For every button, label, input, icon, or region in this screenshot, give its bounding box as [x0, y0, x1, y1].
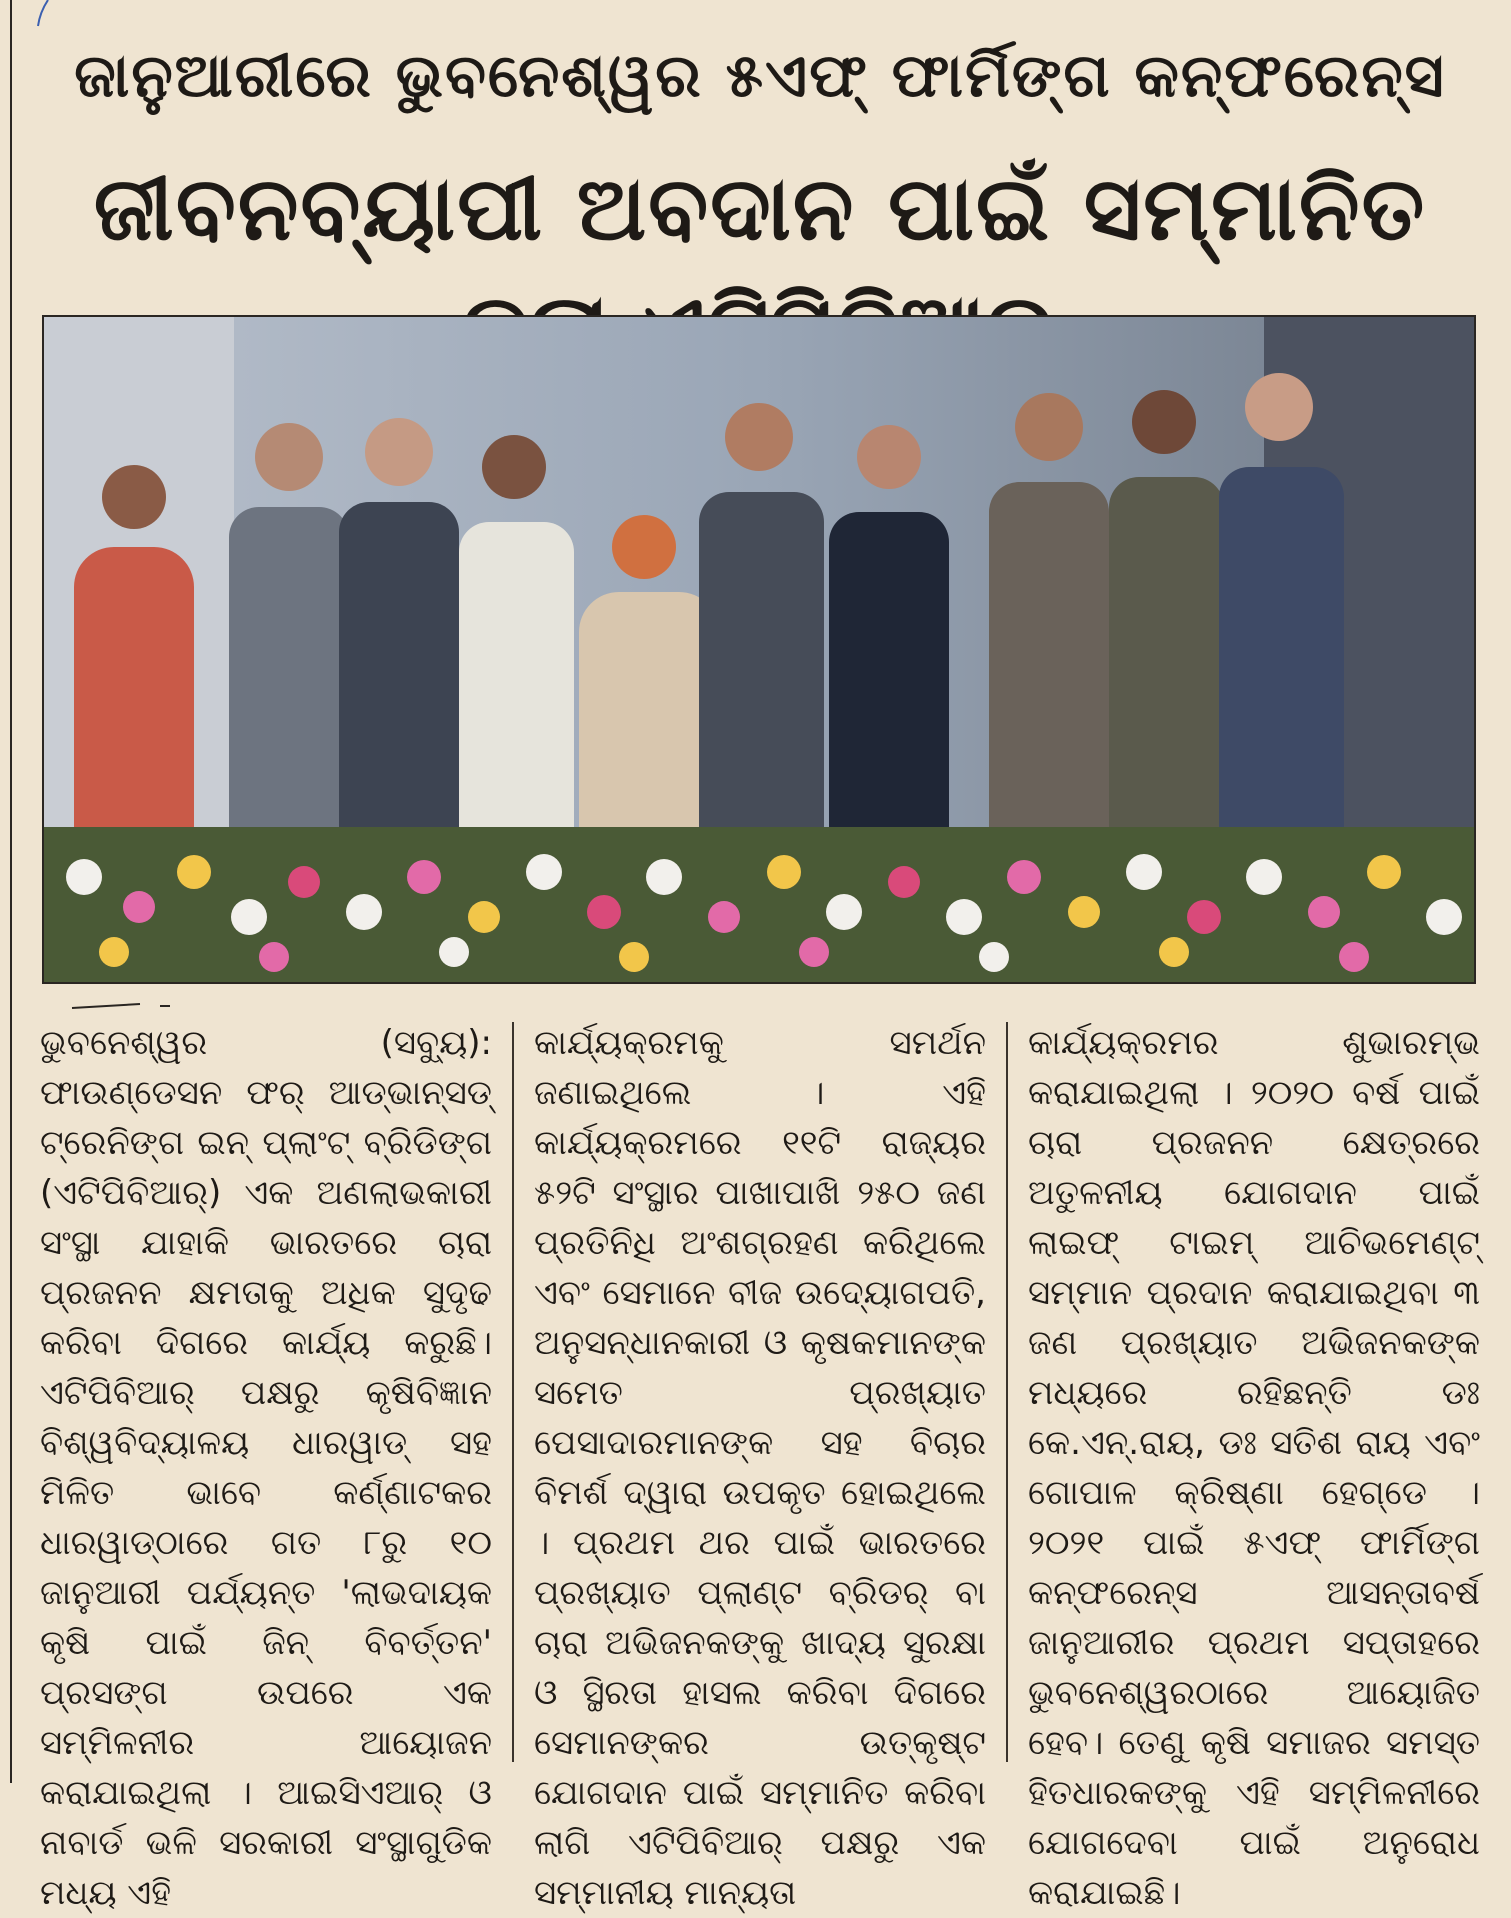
dash-mark-icon: [70, 1000, 190, 1014]
body-column-1: ଭୁବନେଶ୍ୱର (ସବ୍ୟୁ): ଫାଉଣ୍ଡେସନ ଫର୍ ଆଡ୍ଭାନ୍ସଡ୍ ଟ୍ରେନିଙ୍ଗ ଇନ୍ ପ୍ଲାଂଟ୍ ବ୍ରିଡିଙ୍ଗ (ଏଟିପିବିଆର୍) ଏକ ଅଣଲାଭକାରୀ ସଂସ୍ଥା ଯାହାକି ଭାରତରେ ଚାରା ପ୍ରଜନନ କ୍ଷମତାକୁ ଅଧିକ ସୁଦୃଢ କରିବା ଦିଗରେ କାର୍ଯ୍ୟ କରୁଛି। ଏଟିପିବିଆର୍ ପକ୍ଷରୁ କୃଷିବିଜ୍ଞାନ ବିଶ୍ୱବିଦ୍ୟାଳୟ ଧାରୱାଡ୍ ସହ ମିଳିତ ଭାବେ କର୍ଣ୍ଣାଟକର ଧାରୱାଡ୍ଠାରେ ଗତ ୮ରୁ ୧୦ ଜାନୁଆରୀ ପର୍ଯ୍ୟନ୍ତ 'ଲାଭଦାୟକ କୃଷି ପାଇଁ ଜିନ୍ ବିବର୍ତ୍ତନ' ପ୍ରସଙ୍ଗ ଉପରେ ଏକ ସମ୍ମିଳନୀର ଆୟୋଜନ କରାଯାଇଥିଲା । ଆଇସିଏଆର୍ ଓ ନାବାର୍ଡ ଭଳି ସରକାରୀ ସଂସ୍ଥାଗୁଡିକ ମଧ୍ୟ ଏହି: [40, 1023, 492, 1913]
article-kicker: ଜାନୁଆରୀରେ ଭୁବନେଶ୍ୱର ୫ଏଫ୍ ଫାର୍ମିଙ୍ଗ କନ୍ଫରେନ୍ସ: [74, 41, 1446, 111]
article-body: [40, 1000, 1480, 1913]
stage-flowers: [44, 827, 1474, 982]
column-divider: [512, 1022, 514, 1762]
body-column-2: କାର୍ଯ୍ୟକ୍ରମକୁ ସମର୍ଥନ ଜଣାଇଥିଲେ । ଏହି କାର୍ଯ୍ୟକ୍ରମରେ ୧୧ଟି ରାଜ୍ୟର ୫୨ଟି ସଂସ୍ଥାର ପାଖାପାଖି ୨୫୦ ଜଣ ପ୍ରତିନିଧି ଅଂଶଗ୍ରହଣ କରିଥିଲେ ଏବଂ ସେମାନେ ବୀଜ ଉଦ୍ୟୋଗପତି, ଅନୁସନ୍ଧାନକାରୀ ଓ କୃଷକମାନଙ୍କ ସମେତ ପ୍ରଖ୍ୟାତ ପେସାଦାରମାନଙ୍କ ସହ ବିଚାର ବିମର୍ଶ ଦ୍ୱାରା ଉପକୃତ ହୋଇଥିଲେ । ପ୍ରଥମ ଥର ପାଇଁ ଭାରତରେ ପ୍ରଖ୍ୟାତ ପ୍ଲାଣ୍ଟ ବ୍ରିଡର୍ ବା ଚାରା ଅଭିଜନକଙ୍କୁ ଖାଦ୍ୟ ସୁରକ୍ଷା ଓ ସ୍ଥିରତା ହାସଲ କରିବା ଦିଗରେ ସେମାନଙ୍କର ଉତ୍କୃଷ୍ଟ ଯୋଗଦାନ ପାଇଁ ସମ୍ମାନିତ କରିବା ଲାଗି ଏଟିପିବିଆର୍ ପକ୍ଷରୁ ଏକ ସମ୍ମାନୀୟ ମାନ୍ୟତା: [534, 1023, 986, 1913]
pen-mark-icon: [30, 0, 54, 28]
body-column-3: କାର୍ଯ୍ୟକ୍ରମର ଶୁଭାରମ୍ଭ କରାଯାଇଥିଲା । ୨୦୨୦ ବର୍ଷ ପାଇଁ ଚାରା ପ୍ରଜନନ କ୍ଷେତ୍ରରେ ଅତୁଳନୀୟ ଯୋଗଦାନ ପାଇଁ ଲାଇଫ୍ ଟାଇମ୍ ଆଚିଭମେଣ୍ଟ୍ ସମ୍ମାନ ପ୍ରଦାନ କରାଯାଇଥିବା ୩ ଜଣ ପ୍ରଖ୍ୟାତ ଅଭିଜନକଙ୍କ ମଧ୍ୟରେ ରହିଛନ୍ତି ଡଃ କେ.ଏନ୍.ରାୟ, ଡଃ ସତିଶ ରାୟ ଏବଂ ଗୋପାଳ କ୍ରିଷ୍ଣା ହେଗ୍ଡେ । ୨୦୨୧ ପାଇଁ ୫ଏଫ୍ ଫାର୍ମିଙ୍ଗ କନ୍ଫରେନ୍ସ ଆସନ୍ତାବର୍ଷ ଜାନୁଆରୀର ପ୍ରଥମ ସପ୍ତାହରେ ଭୁବନେଶ୍ୱରଠାରେ ଆୟୋଜିତ ହେବ। ତେଣୁ କୃଷି ସମାଜର ସମସ୍ତ ହିତଧାରକଙ୍କୁ ଏହି ସମ୍ମିଳନୀରେ ଯୋଗଦେବା ପାଇଁ ଅନୁରୋଧ କରାଯାଇଛି।: [1028, 1023, 1480, 1913]
page-fold-line: [10, 0, 12, 1783]
article-headline: ଜୀବନବ୍ୟାପୀ ଅବଦାନ ପାଇଁ ସମ୍ମାନିତ: [93, 157, 1427, 260]
group-photo-image: [44, 317, 1474, 982]
column-divider: [1006, 1022, 1008, 1762]
article-photo: [42, 315, 1476, 984]
